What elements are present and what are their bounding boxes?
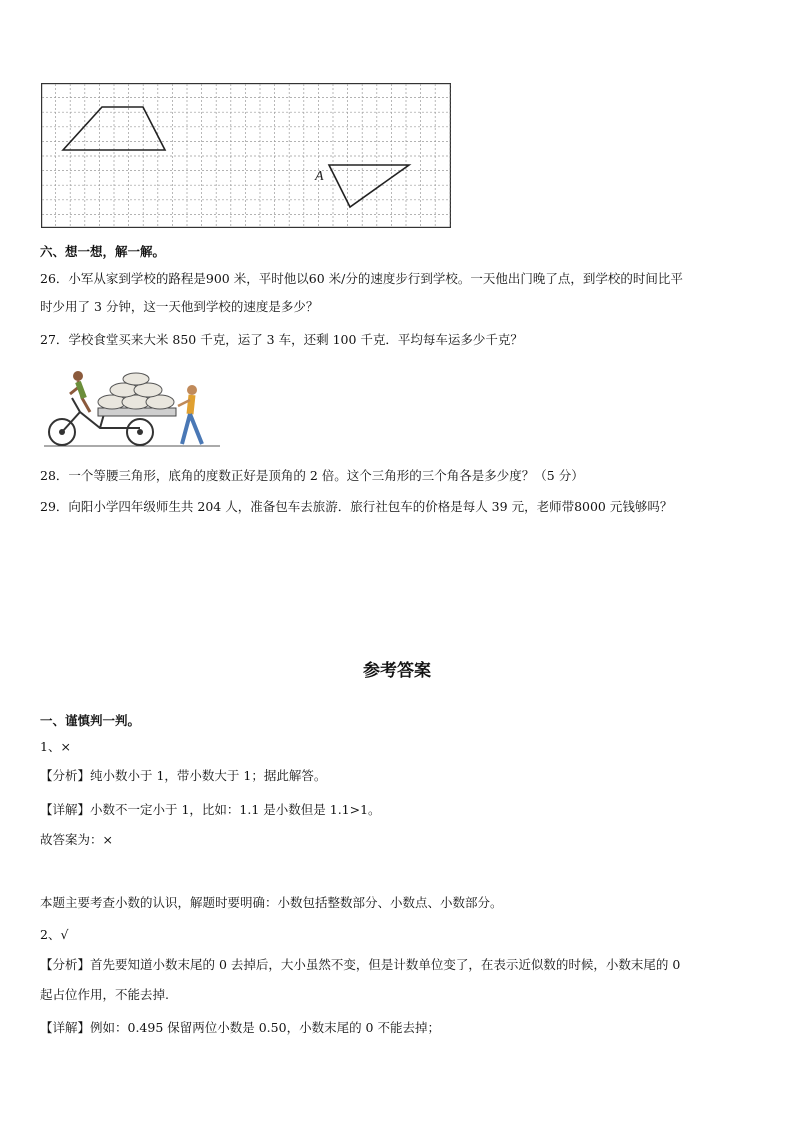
question-27: 27．学校食堂买来大米 850 千克，运了 3 车，还剩 100 千克．平均每车运多少千克？	[40, 332, 523, 347]
grid-figure	[41, 83, 451, 228]
question-26-line2: 时少用了 3 分钟，这一天他到学校的速度是多少？	[40, 299, 319, 314]
answers-section1-heading: 一、谨慎判一判。	[40, 713, 141, 728]
question-26-line1: 26．小军从家到学校的路程是900 米，平时他以60 米/分的速度步行到学校。一天他出门晚了点，到学校的时间比平	[40, 271, 683, 286]
answer-1-analysis: 【分析】纯小数小于 1，带小数大于 1；据此解答。	[40, 768, 327, 783]
answer-1-detail: 【详解】小数不一定小于 1，比如：1.1 是小数但是 1.1>1。	[40, 802, 381, 817]
question-29: 29．向阳小学四年级师生共 204 人，准备包车去旅游．旅行社包车的价格是每人 39 元，老师带8000 元钱够吗？	[40, 499, 673, 514]
tricycle-illustration	[42, 368, 222, 450]
answer-2-analysis-line1: 【分析】首先要知道小数末尾的 0 去掉后，大小虽然不变，但是计数单位变了，在表示近似数的时候，小数末尾的 0	[40, 957, 681, 972]
answer-1-conclusion: 故答案为：×	[40, 832, 113, 847]
answer-1-note: 本题主要考查小数的认识，解题时要明确：小数包括整数部分、小数点、小数部分。	[40, 895, 503, 910]
answer-1-number: 1、×	[40, 739, 71, 754]
point-a-label: A	[315, 169, 324, 184]
answer-key-title: 参考答案	[363, 661, 431, 681]
question-28: 28．一个等腰三角形，底角的度数正好是顶角的 2 倍。这个三角形的三个角各是多少度？（5 分）	[40, 468, 584, 483]
answer-2-detail: 【详解】例如：0.495 保留两位小数是 0.50，小数末尾的 0 不能去掉；	[40, 1020, 440, 1035]
answer-2-number: 2、√	[40, 927, 69, 942]
section6-heading: 六、想一想，解一解。	[40, 244, 166, 259]
answer-2-analysis-line2: 起占位作用，不能去掉.	[40, 987, 169, 1002]
